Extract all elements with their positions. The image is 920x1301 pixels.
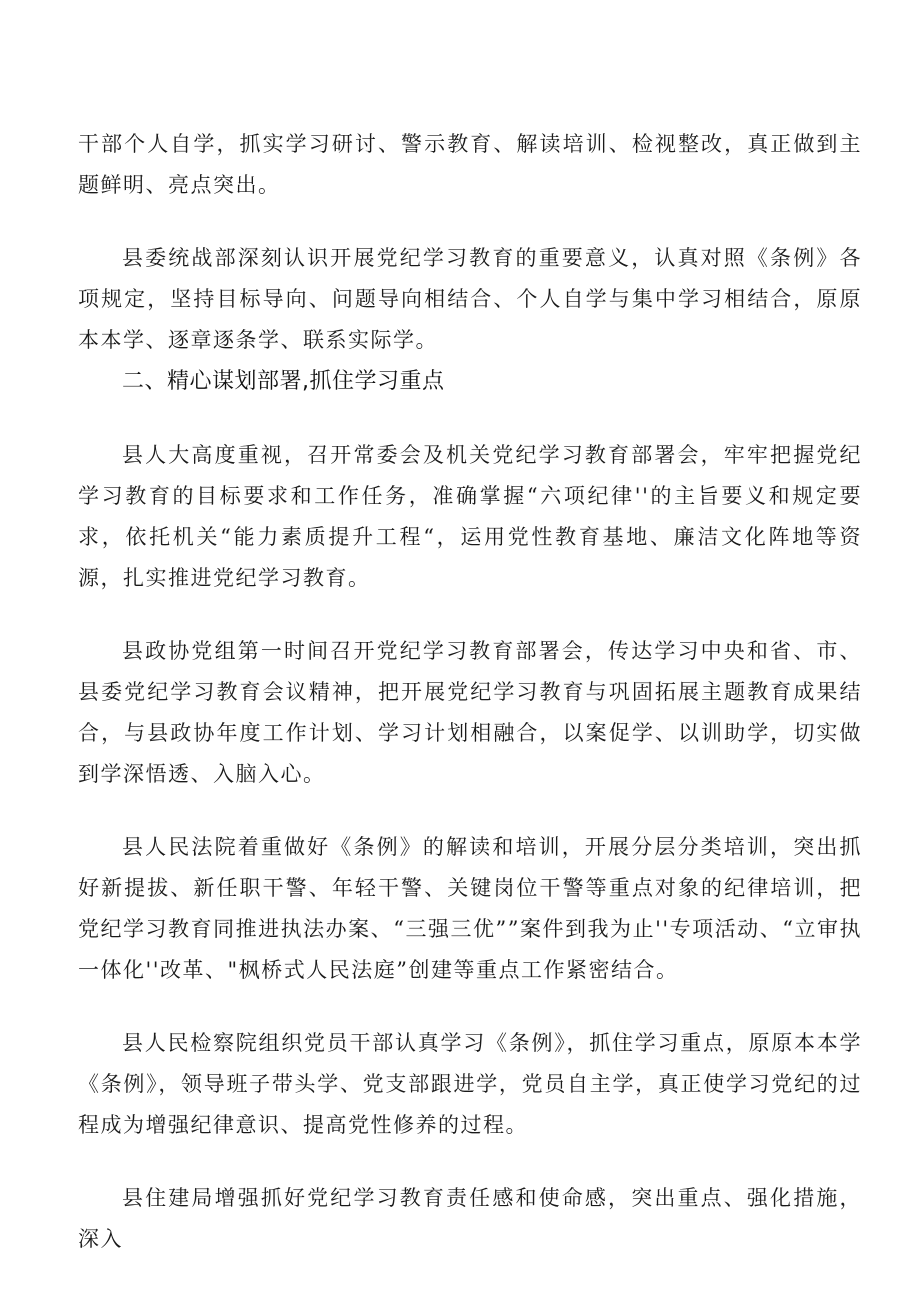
paragraph-housing-bureau: 县住建局增强抓好党纪学习教育责任感和使命感，突出重点、强化措施，深入 [78,1186,862,1251]
paragraph-procuratorate: 县人民检察院组织党员干部认真学习《条例》，抓住学习重点，原原本本学《条例》，领导班子带头学、党支部跟进学，党员自主学，真正使学习党纪的过程成为增强纪律意识、提高党性修养的过程。 [78,1031,862,1137]
paragraph-peoples-congress: 县人大高度重视，召开常委会及机关党纪学习教育部署会，牢牢把握党纪学习教育的目标要求和工作任务，准确掌握“六项纪律''的主旨要义和规定要求，依托机关“能力素质提升工程“，运用党性教育基地、廉洁文化阵地等资源，扎实推进党纪学习教育。 [78,443,862,590]
paragraph-united-front-dept: 县委统战部深刻认识开展党纪学习教育的重要意义，认真对照《条例》各项规定，坚持目标导向、问题导向相结合、个人自学与集中学习相结合，原原本本学、逐章逐条学、联系实际学。 [78,246,862,352]
section-heading: 二、精心谋划部署,抓住学习重点 [122,369,445,394]
document-body [78,124,862,1260]
paragraph-peoples-court: 县人民法院着重做好《条例》的解读和培训，开展分层分类培训，突出抓好新提拔、新任职干警、年轻干警、关键岗位干警等重点对象的纪律培训，把党纪学习教育同推进执法办案、“三强三优””案件到我为止''专项活动、“立审执一体化''改革、"枫桥式人民法庭”创建等重点工作紧密结合。 [78,835,862,982]
paragraph-continuation: 干部个人自学，抓实学习研讨、警示教育、解读培训、检视整改，真正做到主题鲜明、亮点突出。 [78,132,862,197]
paragraph-cppcc: 县政协党组第一时间召开党纪学习教育部署会，传达学习中央和省、市、县委党纪学习教育会议精神，把开展党纪学习教育与巩固拓展主题教育成果结合，与县政协年度工作计划、学习计划相融合，以案促学、以训助学，切实做到学深悟透、入脑入心。 [78,639,862,786]
